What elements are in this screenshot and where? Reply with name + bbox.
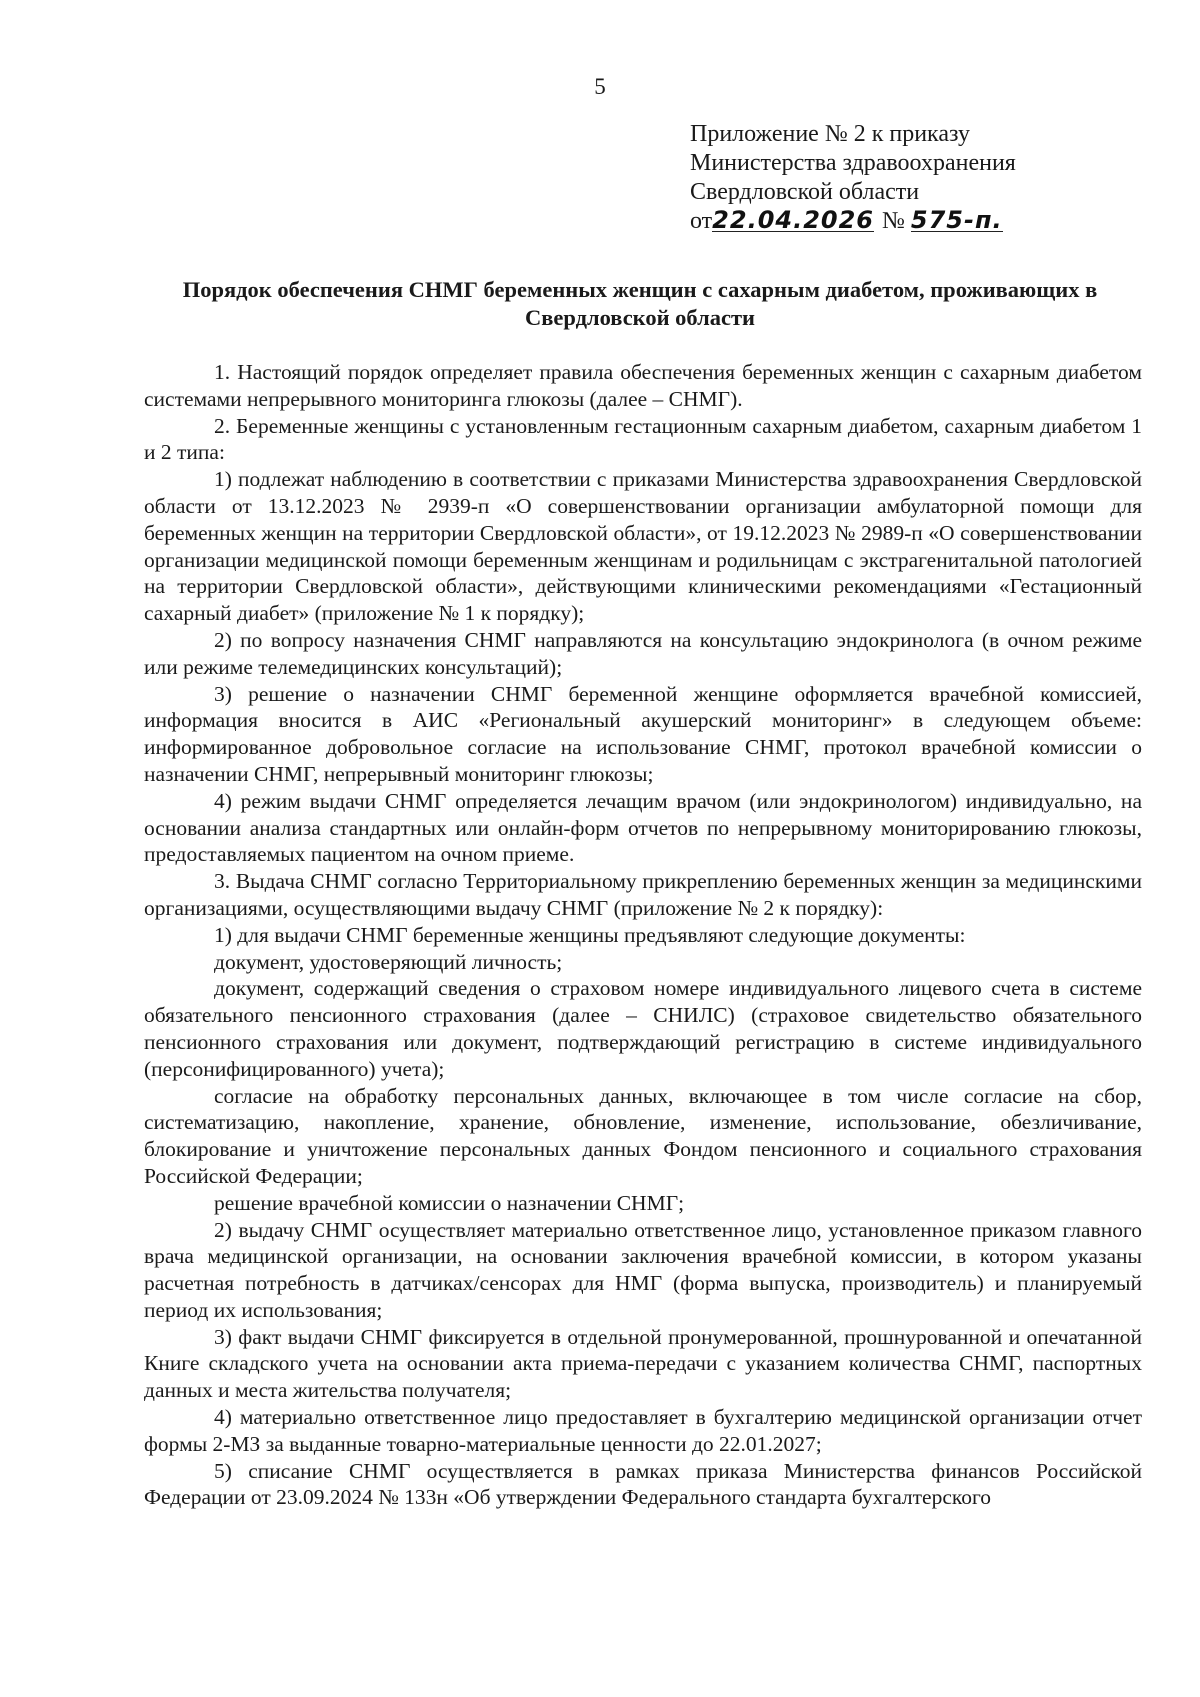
appendix-handwritten-number: 575-п. (910, 206, 1003, 234)
paragraph: 3) решение о назначении СНМГ беременной женщине оформляется врачебной комиссией, информация вносится в АИС «Региональный акушерский мониторинг» в следующем объеме: информированное добровольное согласие на использование СНМГ, протокол врачебной комиссии о назначении СНМГ, непрерывный мониторинг глюкозы; (144, 681, 1142, 786)
appendix-handwritten-date: 22.04.2026 (712, 206, 874, 234)
appendix-line-1: Приложение № 2 к приказу (690, 121, 970, 147)
paragraph: документ, удостоверяющий личность; (214, 949, 563, 974)
document-body (144, 359, 1142, 1511)
appendix-number-label: № (882, 208, 905, 234)
paragraph: 1. Настоящий порядок определяет правила обеспечения беременных женщин с сахарным диабетом системами непрерывного мониторинга глюкозы (далее – СНМГ). (144, 360, 1142, 411)
paragraph: решение врачебной комиссии о назначении СНМГ; (214, 1190, 685, 1215)
appendix-line-3: Свердловской области (690, 179, 920, 205)
paragraph: 4) материально ответственное лицо предоставляет в бухгалтерию медицинской организации отчет формы 2-МЗ за выданные товарно-материальные ценности до 22.01.2027; (144, 1405, 1142, 1456)
paragraph: 4) режим выдачи СНМГ определяется лечащим врачом (или эндокринологом) индивидуально, на основании анализа стандартных или онлайн-форм отчетов по непрерывному мониторированию глюкозы, предоставляемых пациентом на очном приеме. (144, 788, 1142, 867)
appendix-header (690, 120, 1016, 236)
appendix-date-line (690, 207, 1016, 236)
document-title: Порядок обеспечения СНМГ беременных женщин с сахарным диабетом, проживающих в Свердловской области (182, 277, 1098, 330)
paragraph: 2) выдачу СНМГ осуществляет материально ответственное лицо, установленное приказом главного врача медицинской организации, на основании заключения врачебной комиссии, в котором указаны расчетная потребность в датчиках/сенсорах для НМГ (форма выпуска, производитель) и планируемый период их использования; (144, 1217, 1142, 1322)
paragraph: 1) подлежат наблюдению в соответствии с приказами Министерства здравоохранения Свердловской области от 13.12.2023 № 2939-п «О совершенствовании организации амбулаторной помощи для беременных женщин на территории Свердловской области», от 19.12.2023 № 2989-п «О совершенствовании организации медицинской помощи беременным женщинам и родильницам с экстрагенитальной патологией на территории Свердловской области», действующими клиническими рекомендациями «Гестационный сахарный диабет» (приложение № 1 к порядку); (144, 467, 1142, 626)
appendix-line-2: Министерства здравоохранения (690, 150, 1016, 176)
appendix-date-prefix: от (690, 208, 713, 234)
paragraph: документ, содержащий сведения о страховом номере индивидуального лицевого счета в системе обязательного пенсионного страхования (далее – СНИЛС) (страховое свидетельство обязательного пенсионного страхования или документ, подтверждающий регистрацию в системе индивидуального (персонифицированного) учета); (144, 976, 1142, 1081)
paragraph: 1) для выдачи СНМГ беременные женщины предъявляют следующие документы: (214, 922, 966, 947)
paragraph: 2) по вопросу назначения СНМГ направляются на консультацию эндокринолога (в очном режиме или режиме телемедицинских консультаций); (144, 627, 1142, 679)
paragraph: 3. Выдача СНМГ согласно Территориальному прикреплению беременных женщин за медицинскими организациями, осуществляющими выдачу СНМГ (приложение № 2 к порядку): (144, 869, 1142, 920)
paragraph: 3) факт выдачи СНМГ фиксируется в отдельной пронумерованной, прошнурованной и опечатанной Книге складского учета на основании акта приема-передачи с указанием количества СНМГ, паспортных данных и места жительства получателя; (144, 1324, 1142, 1403)
paragraph: согласие на обработку персональных данных, включающее в том числе согласие на сбор, систематизацию, накопление, хранение, обновление, изменение, использование, обезличивание, блокирование и уничтожение персональных данных Фондом пенсионного и социального страхования Российской Федерации; (144, 1083, 1142, 1188)
paragraph: 2. Беременные женщины с установленным гестационным сахарным диабетом, сахарным диабетом 1 и 2 типа: (144, 413, 1142, 465)
paragraph: 5) списание СНМГ осуществляется в рамках приказа Министерства финансов Российской Федерации от 23.09.2024 № 133н «Об утверждении Федерального стандарта бухгалтерского (144, 1458, 1142, 1510)
page-number: 5 (594, 74, 606, 99)
